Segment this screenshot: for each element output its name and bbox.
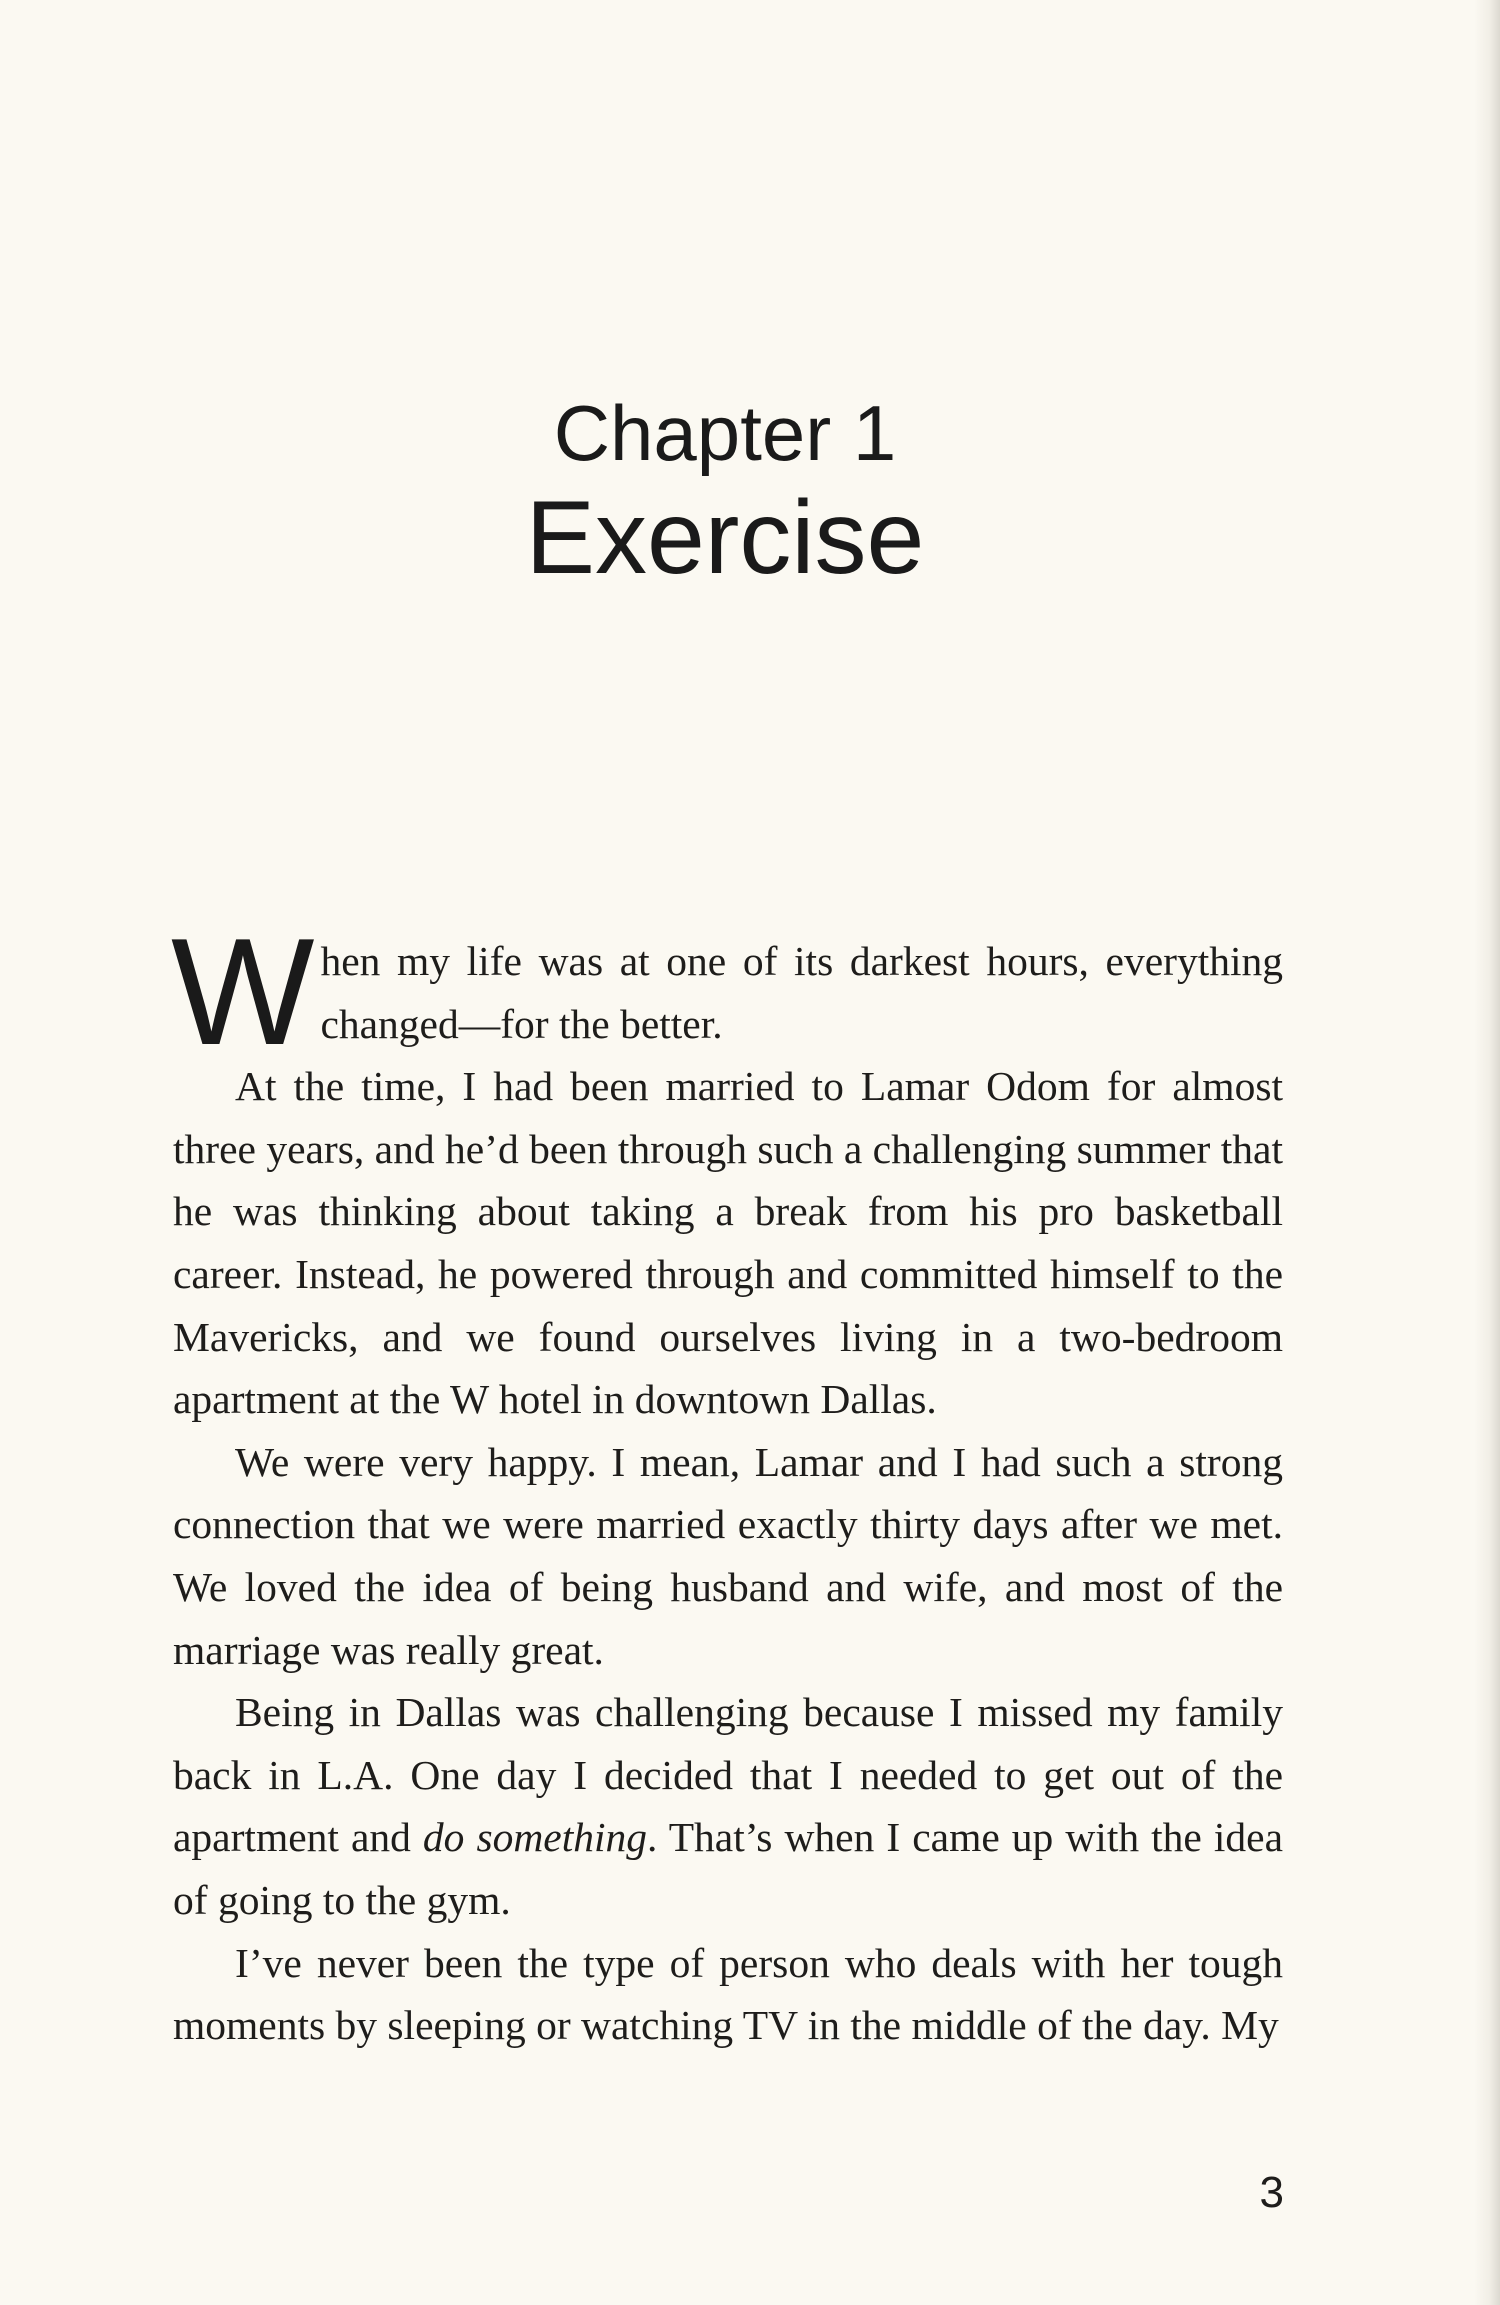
drop-cap: W xyxy=(171,907,315,1077)
chapter-body xyxy=(171,907,1283,2057)
chapter-number: Chapter 1 xyxy=(553,389,897,477)
paragraph-2: At the time, I had been married to Lamar Odom for almost three years, and he’d been through such a challenging summer that he was thinking about taking a break from his pro basketball career. Instead, he powered through and committed himself to the Mavericks, and we found ourselves living in a two-bedroom apartment at the W hotel in downtown Dallas. xyxy=(173,1063,1283,1423)
paragraph-3: We were very happy. I mean, Lamar and I had such a strong connection that we were married exactly thirty days after we met. We loved the idea of being husband and wife, and most of the marriage was really great. xyxy=(173,1438,1283,1673)
paragraph-5: I’ve never been the type of person who deals with her tough moments by sleeping or watching TV in the middle of the day. My xyxy=(173,1939,1283,2049)
page-number: 3 xyxy=(1259,2168,1284,2217)
paragraph-4-emphasis: do something xyxy=(422,1814,648,1861)
paragraph-1-text: hen my life was at one of its darkest hours, everything changed—for the better. xyxy=(320,938,1283,1047)
paragraph-4 xyxy=(173,1681,1283,1931)
paragraph-4-text-b: . That’s when I came up with the idea of going to the gym. xyxy=(173,1814,1283,1923)
paragraph-1 xyxy=(171,907,1283,1077)
chapter-title: Exercise xyxy=(525,480,925,596)
page-edge-shadow xyxy=(1474,0,1500,2305)
paragraph-4-text-a: Being in Dallas was challenging because I missed my family back in L.A. One day I decided that I needed to get out of the apartment and xyxy=(173,1689,1283,1861)
